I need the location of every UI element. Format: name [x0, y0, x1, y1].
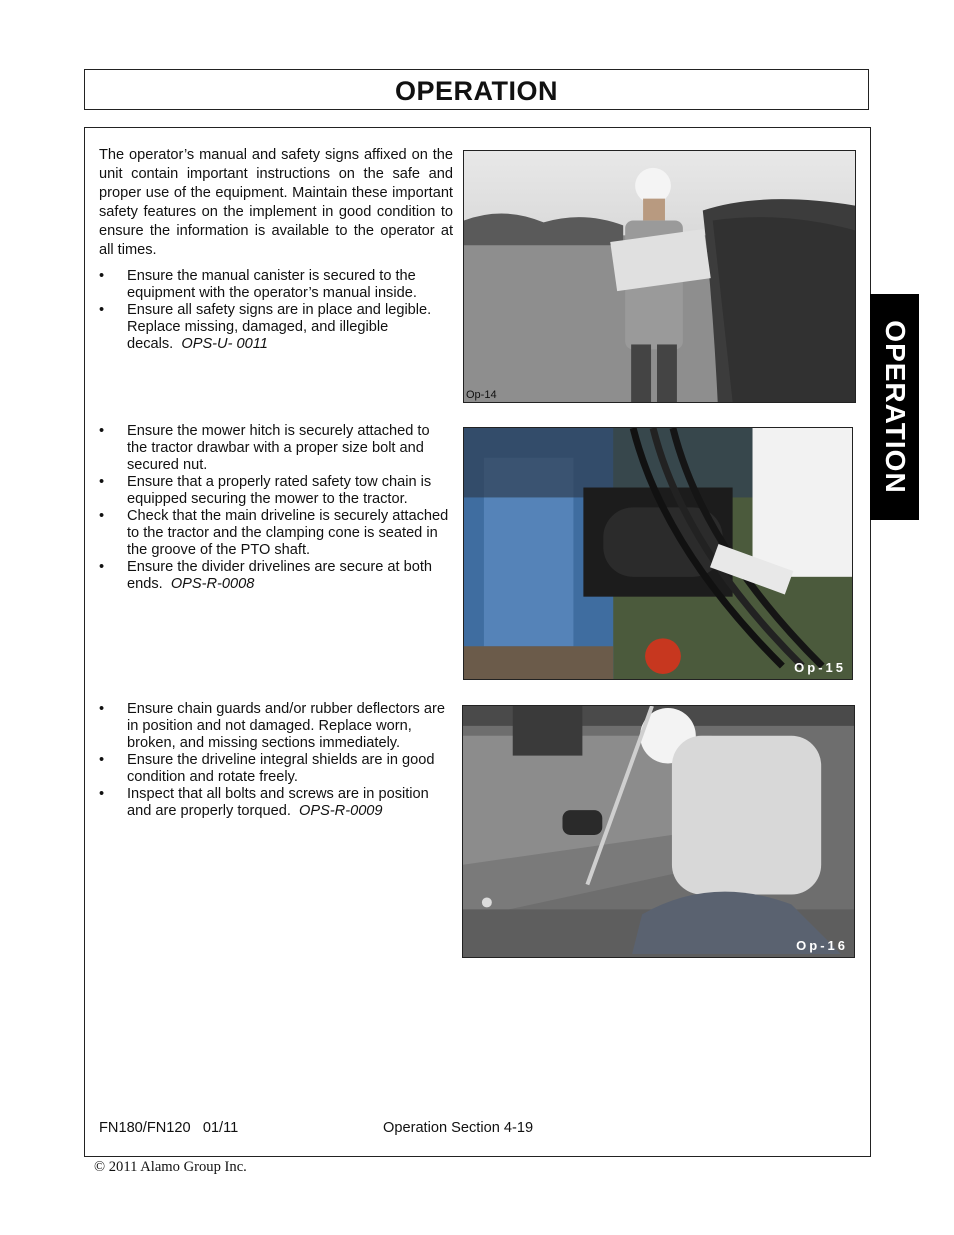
- bullet-text: Ensure the mower hitch is securely attached to the tractor drawbar with a proper size bolt and secured nut.: [127, 423, 430, 473]
- page-title: OPERATION: [394, 76, 558, 106]
- photo-caption: Op-14: [466, 389, 497, 401]
- list-item: [99, 423, 453, 474]
- list-item: [99, 508, 453, 559]
- bullet-text: Ensure the divider drivelines are secure at both ends.: [127, 559, 433, 592]
- bullet-text: Inspect that all bolts and screws are in position and are properly torqued.: [127, 786, 429, 819]
- footer-model-date: FN180/FN120 01/11: [99, 1120, 239, 1136]
- bullet-text: Ensure the manual canister is secured to the equipment with the operator’s manual inside.: [127, 268, 417, 301]
- bullet-glyph: •: [99, 752, 105, 768]
- bullet-text: Ensure chain guards and/or rubber deflectors are in position and not damaged. Replace worn, broken, and missing sections immediately.: [127, 701, 446, 751]
- bullet-text: Ensure that a properly rated safety tow chain is equipped securing the mower to the tractor.: [127, 474, 432, 507]
- photo-reading-manual-image: [464, 151, 855, 402]
- list-item: [99, 701, 453, 752]
- bullet-glyph: •: [99, 786, 105, 802]
- reference-code: OPS-U- 0011: [181, 336, 268, 352]
- photo-caption: Op-16: [796, 938, 848, 953]
- list-item: [99, 302, 453, 353]
- bullet-glyph: •: [99, 559, 105, 575]
- bullet-glyph: •: [99, 268, 105, 284]
- intro-paragraph: The operator’s manual and safety signs affixed on the unit contain important instructions on the safe and proper use of the equipment. Maintain these important safety features on the implement in good condition to ensure the information is available to the operator at all times.: [99, 147, 453, 258]
- reference-code: OPS-R-0008: [170, 576, 255, 592]
- footer-page-number: Operation Section 4-19: [383, 1120, 534, 1136]
- bullet-list-manual: [99, 268, 453, 353]
- bullet-glyph: •: [99, 508, 105, 524]
- photo-inspecting-bolts: [462, 705, 855, 958]
- side-tab-label: OPERATION: [879, 320, 911, 494]
- bullet-glyph: •: [99, 474, 105, 490]
- bullet-list-hitch: [99, 423, 453, 593]
- photo-inspecting-bolts-image: [463, 706, 854, 957]
- reference-code: OPS-R-0009: [299, 803, 383, 819]
- list-item: [99, 268, 453, 302]
- bullet-text: Check that the main driveline is securely attached to the tractor and the clamping cone is seated in the groove of the PTO shaft.: [127, 508, 449, 558]
- list-item: [99, 786, 453, 820]
- bullet-text: Ensure the driveline integral shields are in good condition and rotate freely.: [127, 752, 435, 785]
- photo-caption: Op-15: [794, 660, 846, 675]
- list-item: [99, 559, 453, 593]
- header-box: [84, 69, 869, 110]
- photo-tractor-hitch: [463, 427, 853, 680]
- photo-reading-manual: [463, 150, 856, 403]
- photo-tractor-hitch-image: [464, 428, 852, 679]
- bullet-glyph: •: [99, 302, 105, 318]
- list-item: [99, 752, 453, 786]
- list-item: [99, 474, 453, 508]
- bullet-glyph: •: [99, 701, 105, 717]
- bullet-text: Ensure all safety signs are in place and legible. Replace missing, damaged, and illegible decals.: [127, 302, 432, 352]
- bullet-glyph: •: [99, 423, 105, 439]
- side-section-tab: [870, 294, 919, 520]
- bullet-list-guards: [99, 701, 453, 820]
- copyright-notice: © 2011 Alamo Group Inc.: [94, 1159, 247, 1175]
